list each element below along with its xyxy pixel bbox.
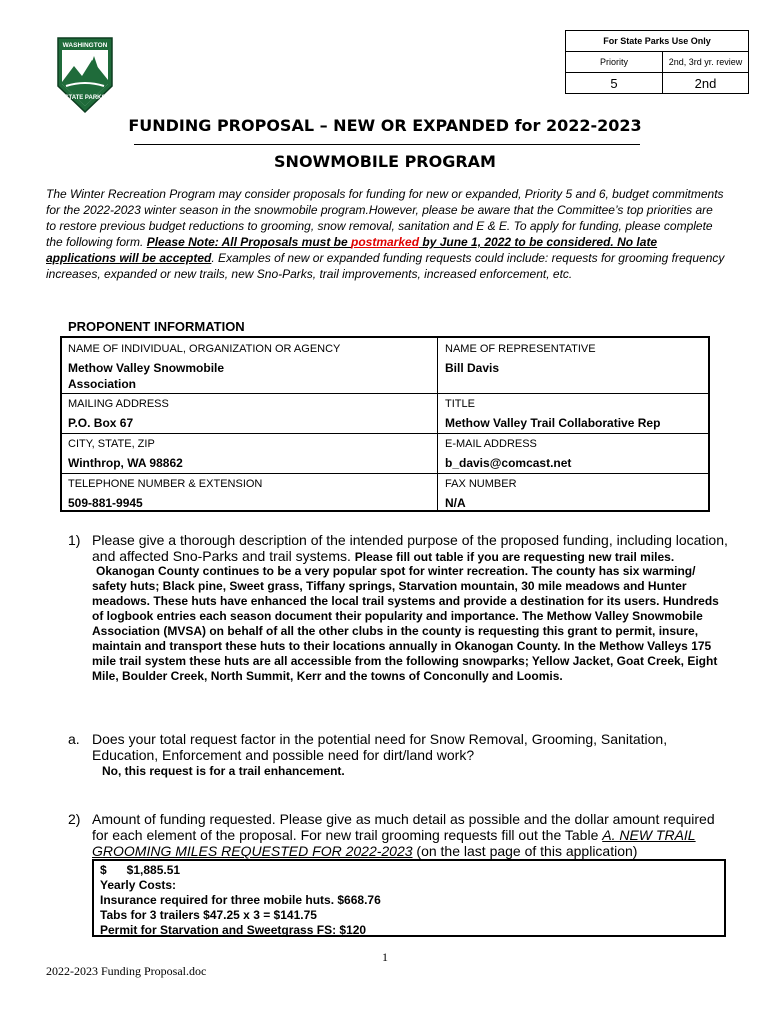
question-a [68, 731, 712, 763]
question-2-tail: (on the last page of this application) [412, 843, 638, 859]
question-1 [68, 532, 732, 565]
city-value: Winthrop, WA 98862 [68, 456, 183, 470]
priority-column-label: Priority [566, 52, 663, 73]
intro-text: The Winter Recreation Program may consider proposals for funding for new or expanded, Priority 5 and 6, budget commitments for the 2022-2023 winter season in the snowmobile program.However, please be aware that the Committee’s top priorities are to restore previous budget reductions to grooming, snow removal, sanitation and E & E. To apply for funding, please complete the following form. [46, 187, 724, 249]
proponent-heading: PROPONENT INFORMATION [68, 319, 245, 334]
rep-value: Bill Davis [445, 361, 500, 375]
city-label: CITY, STATE, ZIP [68, 438, 155, 450]
org-label: NAME OF INDIVIDUAL, ORGANIZATION OR AGENCY [68, 343, 341, 355]
org-cell [68, 342, 428, 392]
funding-amount-box [92, 859, 726, 937]
question-1-text: Please give a thorough description of the intended purpose of the proposed funding, including location, and affected Sno-Parks and trail systems. [92, 532, 728, 564]
svg-text:WASHINGTON: WASHINGTON [62, 42, 108, 49]
intro-paragraph [46, 186, 726, 282]
rep-cell [445, 342, 705, 376]
cost-line-permit: Permit for Starvation and Sweetgrass FS: $120 [100, 923, 367, 937]
question-a-number: a. [68, 731, 80, 747]
question-2-table-reference: A. NEW TRAIL GROOMING MILES REQUESTED FOR 2022-2023 [92, 827, 696, 859]
review-value: 2nd [663, 73, 749, 94]
city-cell [68, 437, 428, 471]
page-subtitle: SNOWMOBILE PROGRAM [274, 152, 496, 171]
address-cell [68, 397, 428, 431]
fax-cell [445, 477, 705, 511]
title-label: TITLE [445, 398, 475, 410]
email-label: E-MAIL ADDRESS [445, 438, 537, 450]
row-divider [62, 393, 708, 394]
org-value: Methow Valley Snowmobile Association [68, 361, 225, 391]
office-use-header: For State Parks Use Only [566, 31, 749, 52]
review-column-label: 2nd, 3rd yr. review [663, 52, 749, 73]
question-a-text: Does your total request factor in the potential need for Snow Removal, Grooming, Sanitation, Education, Enforcement and possible need for dirt/land work? [92, 731, 668, 763]
svg-text:STATE PARKS: STATE PARKS [64, 95, 106, 101]
question-2-number: 2) [68, 811, 81, 827]
footer-filename: 2022-2023 Funding Proposal.doc [46, 964, 207, 978]
proponent-info-table [60, 336, 710, 512]
title-divider [134, 144, 640, 145]
question-1-number: 1) [68, 532, 81, 548]
phone-label: TELEPHONE NUMBER & EXTENSION [68, 478, 263, 490]
title-cell [445, 397, 705, 431]
address-label: MAILING ADDRESS [68, 398, 169, 410]
intro-examples: . Examples of new or expanded funding requests could include: requests for grooming frequency increases, expanded or new trails, new Sno-Parks, trail improvements, increased enforcement, etc. [46, 251, 725, 281]
answer-a: No, this request is for a trail enhancement. [102, 764, 345, 778]
email-cell [445, 437, 705, 471]
postmarked-highlight: postmarked [351, 235, 420, 249]
cost-line-insurance: Insurance required for three mobile huts. $668.76 [100, 893, 381, 907]
rep-label: NAME OF REPRESENTATIVE [445, 343, 596, 355]
state-parks-use-only-table [565, 30, 749, 94]
priority-value: 5 [566, 73, 663, 94]
phone-value: 509-881-9945 [68, 496, 143, 510]
question-2 [68, 811, 722, 859]
title-value: Methow Valley Trail Collaborative Rep [445, 416, 661, 430]
deadline-note-start: Please Note: All Proposals must be [146, 235, 351, 249]
question-2-text: Amount of funding requested. Please give as much detail as possible and the dollar amount required for each element of the proposal. For new trail grooming requests fill out the Table [92, 811, 715, 843]
email-value: b_davis@comcast.net [445, 456, 572, 470]
row-divider [62, 473, 708, 474]
page-title: FUNDING PROPOSAL – NEW OR EXPANDED for 2022-2023 [128, 116, 642, 135]
fax-label: FAX NUMBER [445, 478, 517, 490]
fax-value: N/A [445, 496, 466, 510]
washington-state-parks-logo [56, 36, 114, 114]
funding-total: $ $1,885.51 [100, 863, 181, 877]
cost-line-tabs: Tabs for 3 trailers $47.25 x 3 = $141.75 [100, 908, 317, 922]
deadline-note-end: by June 1, 2022 to be considered. No late applications will be accepted [46, 235, 658, 265]
logo-icon [56, 36, 114, 114]
address-value: P.O. Box 67 [68, 416, 134, 430]
question-1-instruction: Please fill out table if you are requesting new trail miles. [354, 550, 675, 564]
page-number: 1 [382, 950, 388, 964]
column-divider [437, 338, 438, 510]
answer-1: Okanogan County continues to be a very popular spot for winter recreation. The county has six warming/ safety huts; Black pine, Sweet grass, Tiffany springs, Starvation mountain, 30 mile meadows and Hunter meadows. These huts have enhanced the local trail systems and provide a destination for its users. Hundreds of logbook entries each season document their popularity and importance. The Methow Valley Snowmobile Association (MVSA) on behalf of all the other clubs in the county is requesting this grant to permit, insure, maintain and transport these huts to their locations annually in Okanogan County. In the Methow Valleys 175 mile trail system these huts are all accessible from the following snowparks; Yellow Jacket, Goat Creek, Eight Mile, Boulder Creek, North Summit, Kerr and the towns of Conconully and Loomis. [92, 564, 719, 683]
phone-cell [68, 477, 428, 511]
yearly-costs-label: Yearly Costs: [100, 878, 177, 892]
row-divider [62, 433, 708, 434]
